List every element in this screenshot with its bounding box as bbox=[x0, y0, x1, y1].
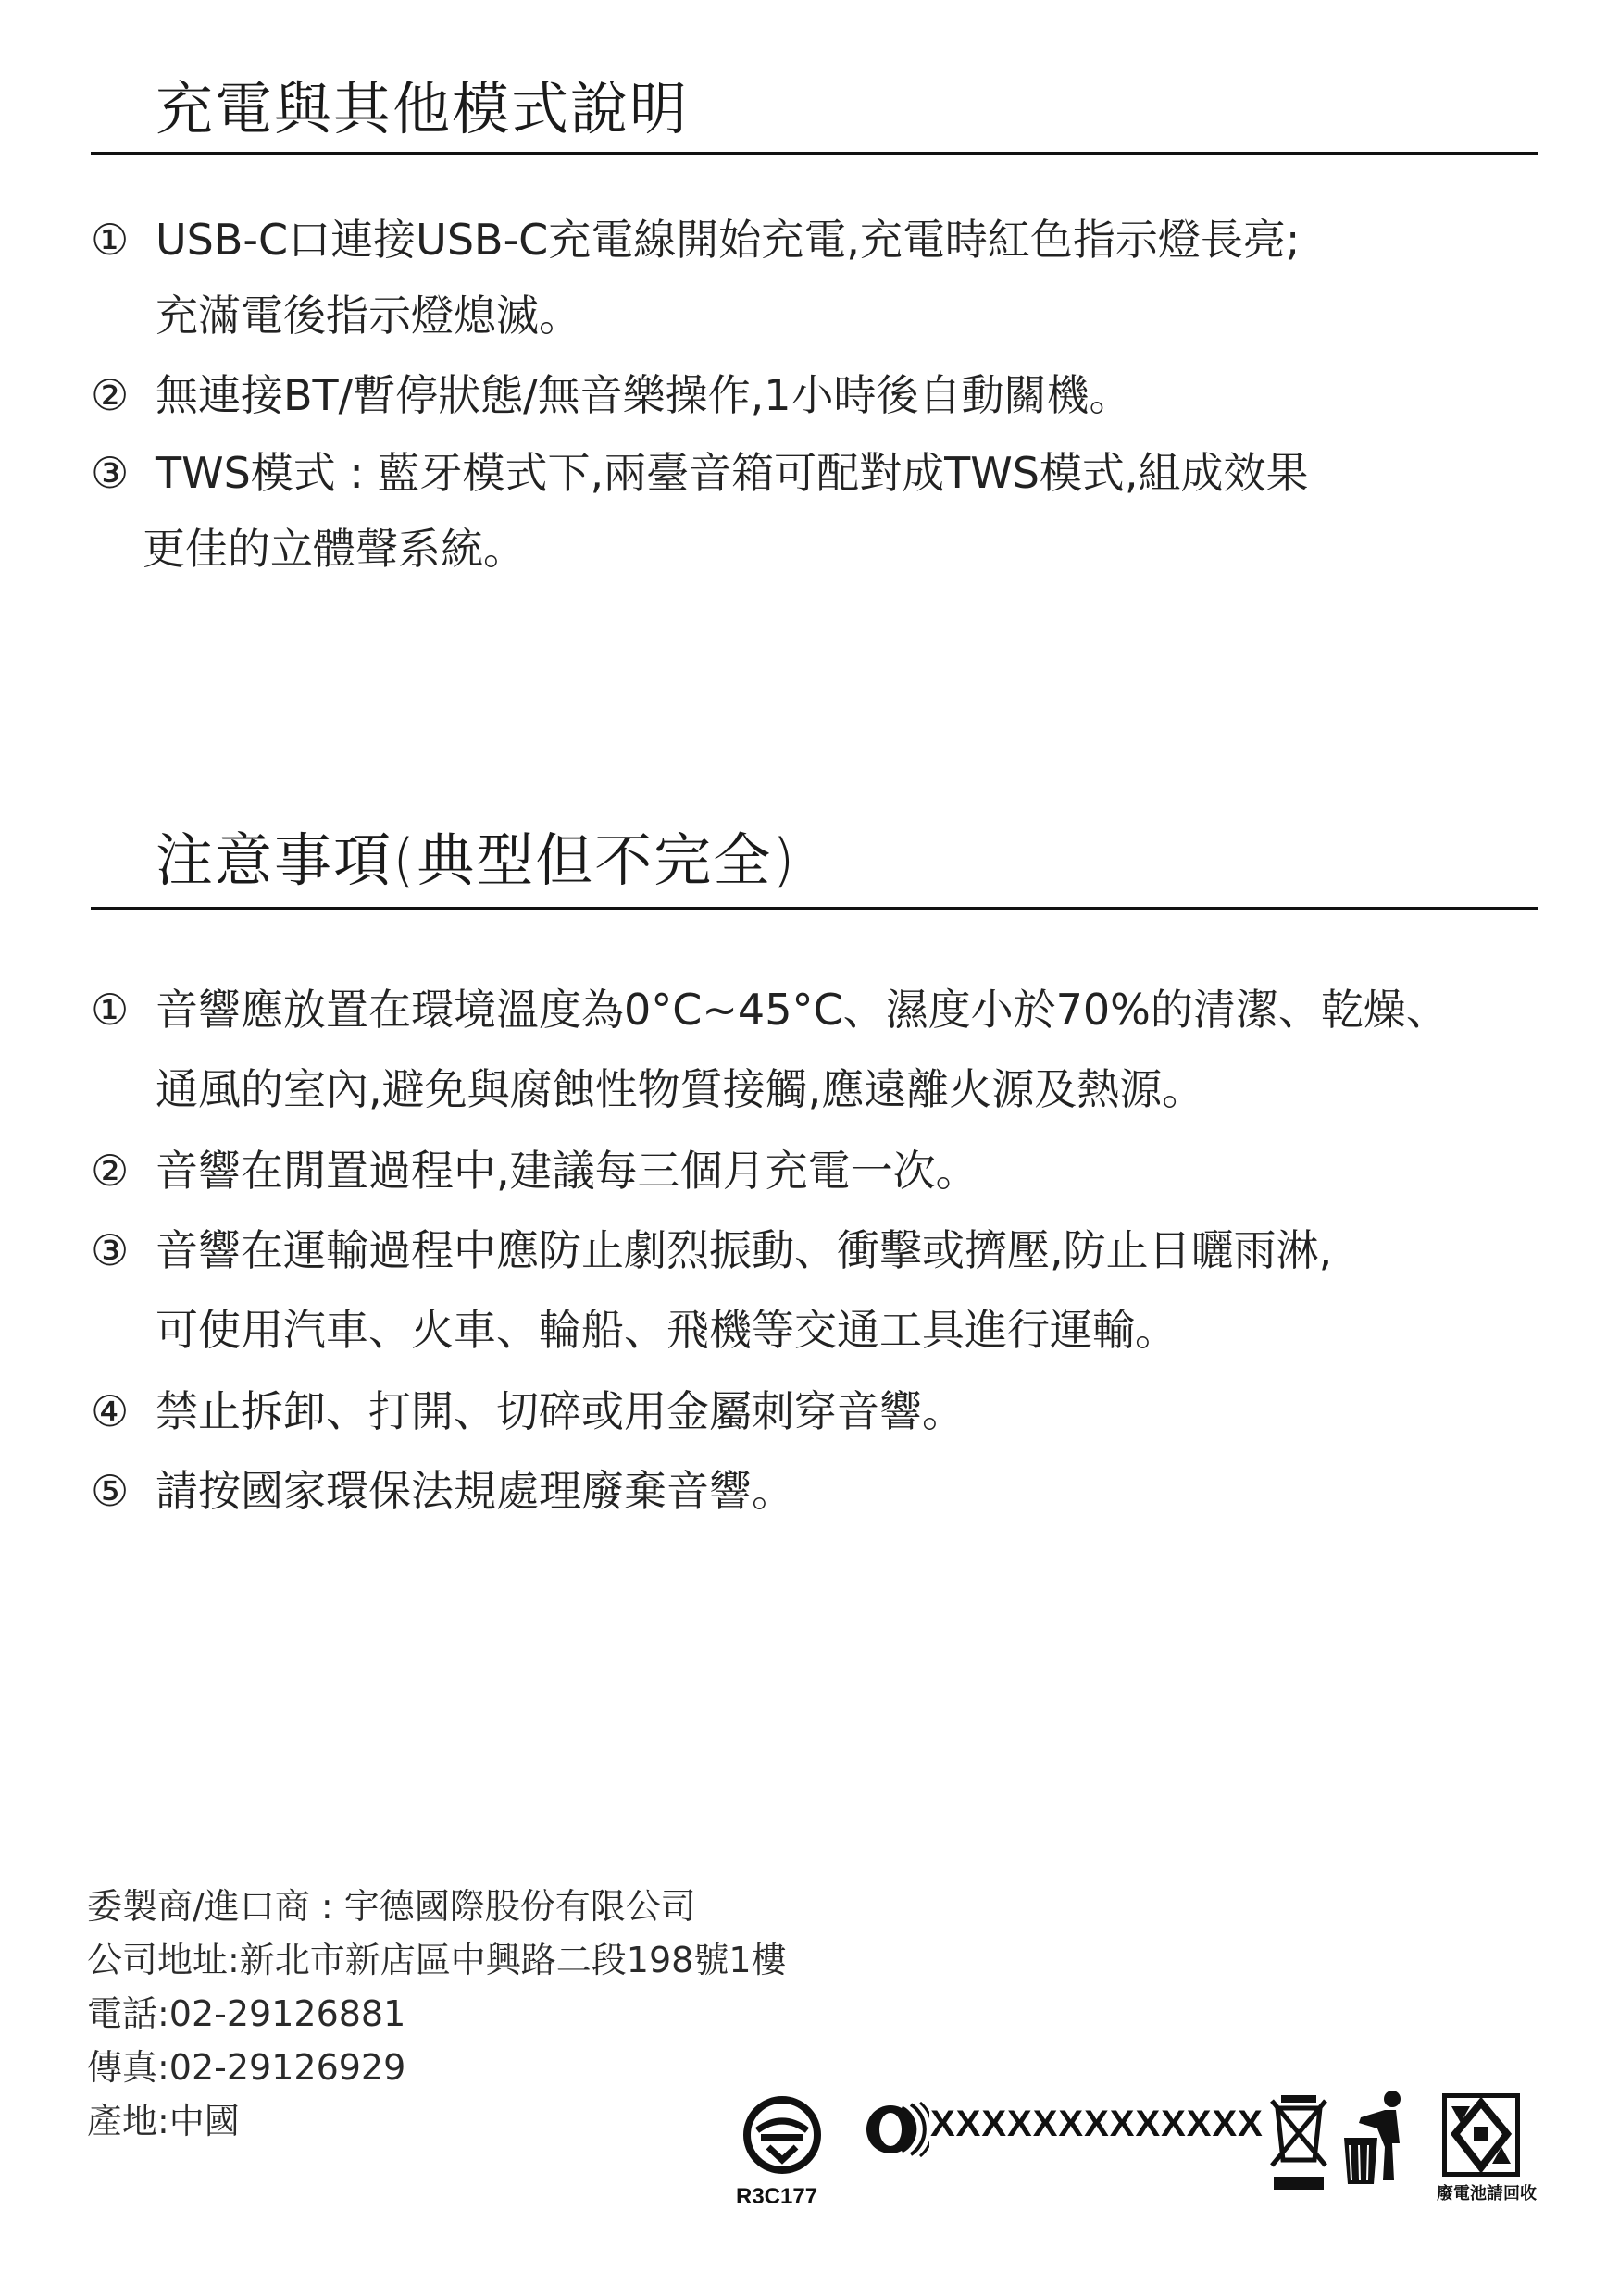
origin-line: 產地:中國 bbox=[87, 2101, 240, 2141]
item-text: 請按國家環保法規處理廢棄音響。 bbox=[156, 1466, 794, 1516]
address-line: 公司地址:新北市新店區中興路二段198號1樓 bbox=[87, 1940, 787, 1980]
list-item bbox=[91, 981, 1449, 1038]
item-text: 音響在運輸過程中應防止劇烈振動、衝擊或擠壓,防止日曬雨淋, bbox=[156, 1225, 1333, 1275]
item-text: 無連接BT/暫停狀態/無音樂操作,1小時後自動關機。 bbox=[156, 370, 1132, 420]
item-number: ③ bbox=[91, 1225, 130, 1275]
item-number: ② bbox=[91, 1146, 130, 1196]
importer-line: 委製商/進口商 : 宇德國際股份有限公司 bbox=[87, 1886, 696, 1927]
item-continuation: 通風的室內,避免與腐蝕性物質接觸,應遠離火源及熱源。 bbox=[156, 1064, 1205, 1114]
fax-line: 傳真:02-29126929 bbox=[87, 2047, 406, 2088]
recycle-label: 廢電池請回收 bbox=[1437, 2184, 1537, 2203]
list-item bbox=[91, 1142, 978, 1199]
recycle-mark-icon bbox=[1442, 2093, 1520, 2177]
item-continuation: 可使用汽車、火車、輪船、飛機等交通工具進行運輸。 bbox=[156, 1305, 1177, 1355]
list-item bbox=[91, 1383, 965, 1440]
section-divider bbox=[91, 907, 1538, 910]
item-text: 禁止拆卸、打開、切碎或用金屬刺穿音響。 bbox=[156, 1386, 965, 1436]
list-item bbox=[91, 444, 1309, 502]
list-item bbox=[91, 366, 1132, 424]
item-number: ① bbox=[91, 215, 130, 265]
item-text: 音響在閒置過程中,建議每三個月充電一次。 bbox=[156, 1146, 978, 1196]
section-title-charging: 充電與其他模式說明 bbox=[156, 75, 690, 143]
item-number: ① bbox=[91, 985, 130, 1035]
item-text: 音響應放置在環境溫度為0°C~45°C、濕度小於70%的清潔、乾燥、 bbox=[156, 985, 1449, 1035]
ncc-code: XXXXXXXXXXXXX bbox=[930, 2104, 1264, 2144]
section-divider bbox=[91, 152, 1538, 155]
item-continuation: 更佳的立體聲系統。 bbox=[143, 524, 526, 574]
item-text: TWS模式 : 藍牙模式下,兩臺音箱可配對成TWS模式,組成效果 bbox=[156, 448, 1309, 498]
list-item bbox=[91, 1222, 1332, 1279]
bsmi-code: R3C177 bbox=[736, 2184, 818, 2209]
bsmi-mark-icon bbox=[741, 2093, 824, 2177]
item-number: ② bbox=[91, 370, 130, 420]
phone-line: 電話:02-29126881 bbox=[87, 1993, 406, 2034]
item-continuation: 充滿電後指示燈熄滅。 bbox=[156, 291, 581, 341]
list-item bbox=[91, 211, 1300, 268]
crossed-bin-icon bbox=[1268, 2091, 1329, 2193]
list-item bbox=[91, 1462, 794, 1520]
item-number: ④ bbox=[91, 1386, 130, 1436]
tidy-man-icon bbox=[1340, 2088, 1414, 2186]
item-number: ③ bbox=[91, 448, 130, 498]
ncc-mark-icon bbox=[853, 2101, 929, 2158]
item-text: USB-C口連接USB-C充電線開始充電,充電時紅色指示燈長亮; bbox=[156, 215, 1301, 265]
item-number: ⑤ bbox=[91, 1466, 130, 1516]
section-title-precautions: 注意事項(典型但不完全) bbox=[156, 826, 797, 894]
